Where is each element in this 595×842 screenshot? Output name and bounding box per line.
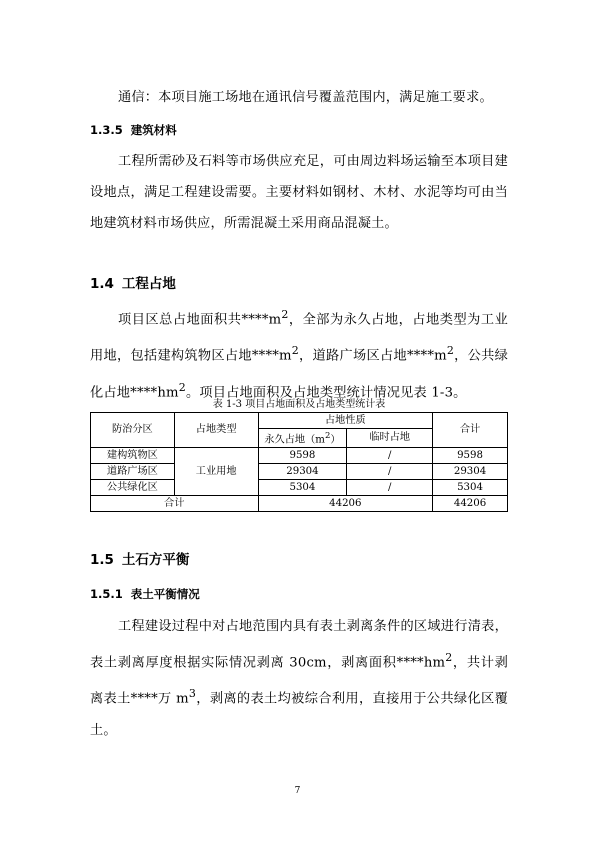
paragraph-text: 通信：本项目施工场地在通讯信号覆盖范围内，满足施工要求。	[118, 90, 493, 105]
heading-1-3-5	[90, 122, 177, 138]
header-text: ）	[330, 434, 341, 446]
heading-1-5	[90, 548, 189, 568]
cell-temporary: /	[347, 464, 433, 480]
cell-total: 9598	[433, 448, 508, 464]
superscript: 3	[188, 687, 197, 701]
heading-number: 1.3.5	[90, 123, 123, 137]
heading-1-5-1	[90, 586, 200, 602]
heading-title: 表土平衡情况	[130, 587, 200, 601]
heading-1-4	[90, 272, 176, 292]
header-land-type: 占地类型	[174, 413, 258, 448]
cell-sum-label: 合计	[91, 496, 259, 512]
header-nature: 占地性质	[258, 413, 433, 429]
header-text: 永久占地（m	[264, 434, 325, 446]
header-temporary: 临时占地	[347, 429, 433, 448]
superscript: 2	[291, 344, 299, 358]
paragraph-materials	[90, 146, 508, 239]
cell-sum-total: 44206	[433, 496, 508, 512]
cell-sum-permanent: 44206	[258, 496, 433, 512]
superscript: 2	[324, 431, 331, 441]
cell-zone: 道路广场区	[91, 464, 175, 480]
paragraph-text: 工程建设过程中对占地范围内具有表土剥离条件的区域进行清表，表土剥离厚度根据实际情况剥离 30cm，剥离面积****hm	[90, 619, 508, 671]
land-use-table	[90, 412, 508, 512]
paragraph-communication	[90, 82, 508, 113]
table-row	[91, 448, 508, 464]
heading-number: 1.5.1	[90, 587, 123, 601]
cell-permanent: 29304	[258, 464, 347, 480]
cell-land-type: 工业用地	[174, 448, 258, 496]
table-sum-row	[91, 496, 508, 512]
cell-temporary: /	[347, 480, 433, 496]
paragraph-text: ，道路广场区占地****m	[298, 348, 447, 364]
heading-title: 建筑材料	[130, 123, 177, 137]
superscript: 2	[446, 344, 455, 358]
paragraph-text: ，共计剥离表土****万 m	[90, 655, 508, 707]
table-row	[91, 464, 508, 480]
heading-number: 1.4	[90, 276, 114, 292]
paragraph-text: 工程所需砂及石料等市场供应充足，可由周边料场运输至本项目建设地点，满足工程建设需要。主要材料如钢材、木材、水泥等均可由当地建筑材料市场供应，所需混凝土采用商品混凝土。	[90, 154, 508, 231]
cell-total: 29304	[433, 464, 508, 480]
paragraph-land	[90, 299, 508, 408]
superscript: 2	[178, 380, 186, 394]
table-row	[91, 480, 508, 496]
paragraph-text: ，全部为永久占地，占地类型为工业用地，包括建构筑物区占地****m	[90, 312, 508, 364]
cell-zone: 建构筑物区	[91, 448, 175, 464]
page-number: 7	[294, 786, 301, 796]
cell-permanent: 5304	[258, 480, 347, 496]
superscript: 2	[281, 308, 289, 321]
header-permanent	[258, 429, 347, 448]
heading-number: 1.5	[90, 552, 114, 568]
cell-permanent: 9598	[258, 448, 347, 464]
heading-title: 土石方平衡	[121, 552, 190, 568]
table-caption: 表 1-3 项目占地面积及占地类型统计表	[212, 399, 386, 410]
paragraph-text: ，剥离的表土均被综合利用，直接用于公共绿化区覆土。	[90, 691, 508, 738]
paragraph-text: 。项目占地面积及占地类型统计情况见表 1-3。	[185, 385, 467, 401]
superscript: 2	[445, 651, 453, 664]
cell-zone: 公共绿化区	[91, 480, 175, 496]
heading-title: 工程占地	[121, 276, 176, 292]
header-zone: 防治分区	[91, 413, 175, 448]
cell-total: 5304	[433, 480, 508, 496]
table-header-row	[91, 413, 508, 429]
paragraph-text: ，公共绿化占地****hm	[90, 348, 508, 401]
header-total: 合计	[433, 413, 508, 448]
paragraph-text: 项目区总占地面积共****m	[118, 312, 282, 328]
cell-temporary: /	[347, 448, 433, 464]
paragraph-topsoil	[90, 611, 508, 746]
